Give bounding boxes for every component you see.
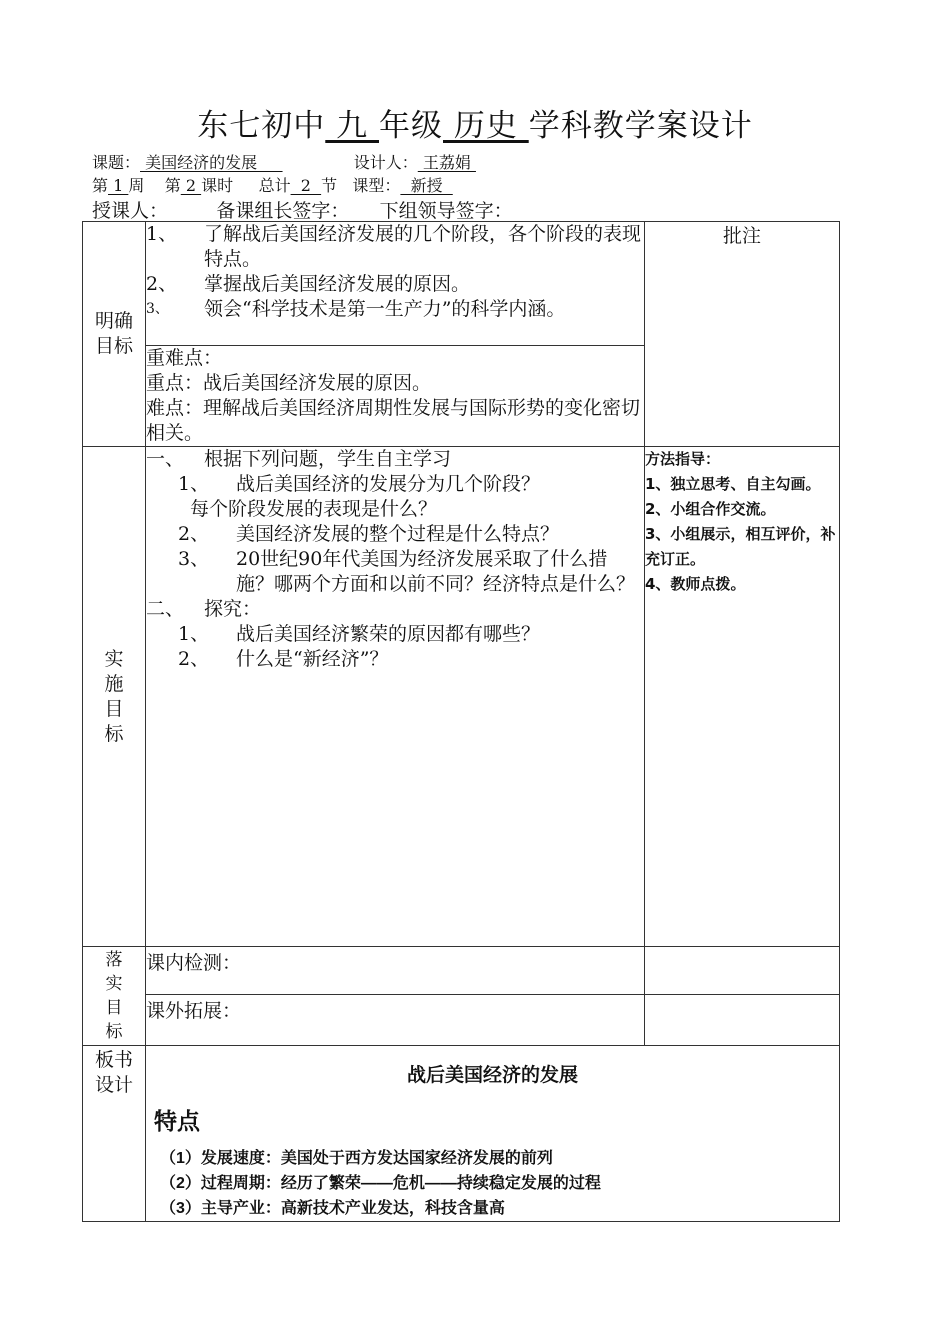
teacher-label: 授课人： — [92, 200, 169, 222]
in-class-test: 课内检测： — [146, 947, 645, 995]
lesson-value: 2 — [180, 176, 202, 195]
explore-item: 1、 战后美国经济繁荣的原因都有哪些？ — [178, 623, 541, 645]
difficult-point: 难点：理解战后美国经济周期性发展与国际形势的变化密切相关。 — [146, 397, 641, 444]
key-points — [146, 346, 645, 447]
group-label: 下组领导签字： — [379, 200, 513, 222]
goals-label: 明确目标 — [83, 222, 146, 447]
total-suffix: 节 — [321, 176, 338, 195]
total-prefix: 总计 — [258, 176, 291, 195]
question-item: 3、 20世纪90年代美国为经济发展采取了什么措施？哪两个方面和以前不同？经济特点是什么？ — [178, 548, 636, 595]
subject-value: 历史 — [443, 108, 529, 144]
in-class-notes — [645, 947, 840, 995]
page-title — [0, 100, 950, 145]
section-heading: 二、 探究： — [146, 598, 262, 620]
method-guidance — [645, 447, 840, 947]
goal-item: 1、 了解战后美国经济发展的几个阶段，各个阶段的表现特点。 — [146, 223, 642, 270]
title-part1: 东七初中 — [197, 108, 326, 144]
method-item: 4、教师点拨。 — [645, 575, 746, 593]
type-label: 课型： — [352, 176, 401, 195]
method-item: 3、小组展示，相互评价，补充订正。 — [645, 525, 836, 568]
topic-label: 课题： — [92, 153, 141, 172]
week-value: 1 — [108, 176, 129, 195]
lesson-plan-table — [82, 221, 840, 1222]
implement-row — [83, 447, 840, 947]
implement-content — [146, 447, 645, 947]
week-prefix: 第 — [92, 176, 109, 195]
practice-row-after-class — [83, 995, 840, 1046]
explore-item: 2、 什么是“新经济”？ — [178, 648, 389, 670]
practice-label: 落实目标 — [83, 947, 146, 1046]
section-heading: 一、 根据下列问题，学生自主学习 — [146, 448, 452, 470]
implement-label: 实施目标 — [83, 447, 146, 947]
key-title: 重难点： — [146, 347, 223, 369]
board-row — [83, 1046, 840, 1222]
lesson-suffix: 课时 — [201, 176, 234, 195]
goals-row — [83, 222, 840, 346]
designer-value: 王荔娟 — [417, 153, 476, 172]
type-value: 新授 — [400, 176, 453, 195]
method-item: 1、独立思考、自主勾画。 — [645, 475, 821, 493]
goals-list — [146, 222, 645, 346]
title-part3: 学科教学案设计 — [528, 108, 753, 144]
lesson-prefix: 第 — [164, 176, 181, 195]
board-content — [146, 1046, 840, 1222]
question-item: 2、 美国经济发展的整个过程是什么特点？ — [178, 523, 560, 545]
signature-row — [92, 196, 537, 223]
method-item: 2、小组合作交流。 — [645, 500, 776, 518]
after-class-extension: 课外拓展： — [146, 995, 645, 1046]
key-point: 重点：战后美国经济发展的原因。 — [146, 372, 432, 394]
week-suffix: 周 — [128, 176, 145, 195]
notes-header: 批注 — [645, 222, 840, 447]
goal-item: 3、 领会“科学技术是第一生产力”的科学内涵。 — [146, 298, 566, 320]
group-signature-field[interactable] — [513, 200, 537, 222]
board-label: 板书设计 — [83, 1046, 146, 1222]
practice-row-in-class — [83, 947, 840, 995]
question-continuation: 每个阶段发展的表现是什么？ — [190, 498, 438, 520]
total-value: 2 — [290, 176, 322, 195]
board-line: （2）过程周期：经历了繁荣——危机——持续稳定发展的过程 — [160, 1175, 601, 1192]
topic-value: 美国经济的发展 — [140, 153, 283, 172]
board-title: 战后美国经济的发展 — [406, 1065, 578, 1086]
title-part2: 年级 — [379, 108, 443, 144]
leader-signature-field[interactable] — [349, 200, 379, 222]
teacher-signature-field[interactable] — [168, 200, 198, 222]
meta-row-schedule — [92, 173, 453, 196]
board-line: （1）发展速度：美国处于西方发达国家经济发展的前列 — [160, 1150, 553, 1167]
grade-value: 九 — [325, 108, 379, 144]
leader-label: 备课组长签字： — [216, 200, 350, 222]
after-class-notes — [645, 995, 840, 1046]
goal-item: 2、 掌握战后美国经济发展的原因。 — [146, 273, 471, 295]
board-heading: 特点 — [154, 1108, 200, 1134]
board-line: （3）主导产业：高新技术产业发达，科技含量高 — [160, 1200, 505, 1217]
method-title: 方法指导： — [645, 450, 721, 468]
meta-row-topic — [92, 150, 476, 173]
designer-label: 设计人： — [353, 153, 418, 172]
question-item: 1、 战后美国经济的发展分为几个阶段？ — [178, 473, 541, 495]
